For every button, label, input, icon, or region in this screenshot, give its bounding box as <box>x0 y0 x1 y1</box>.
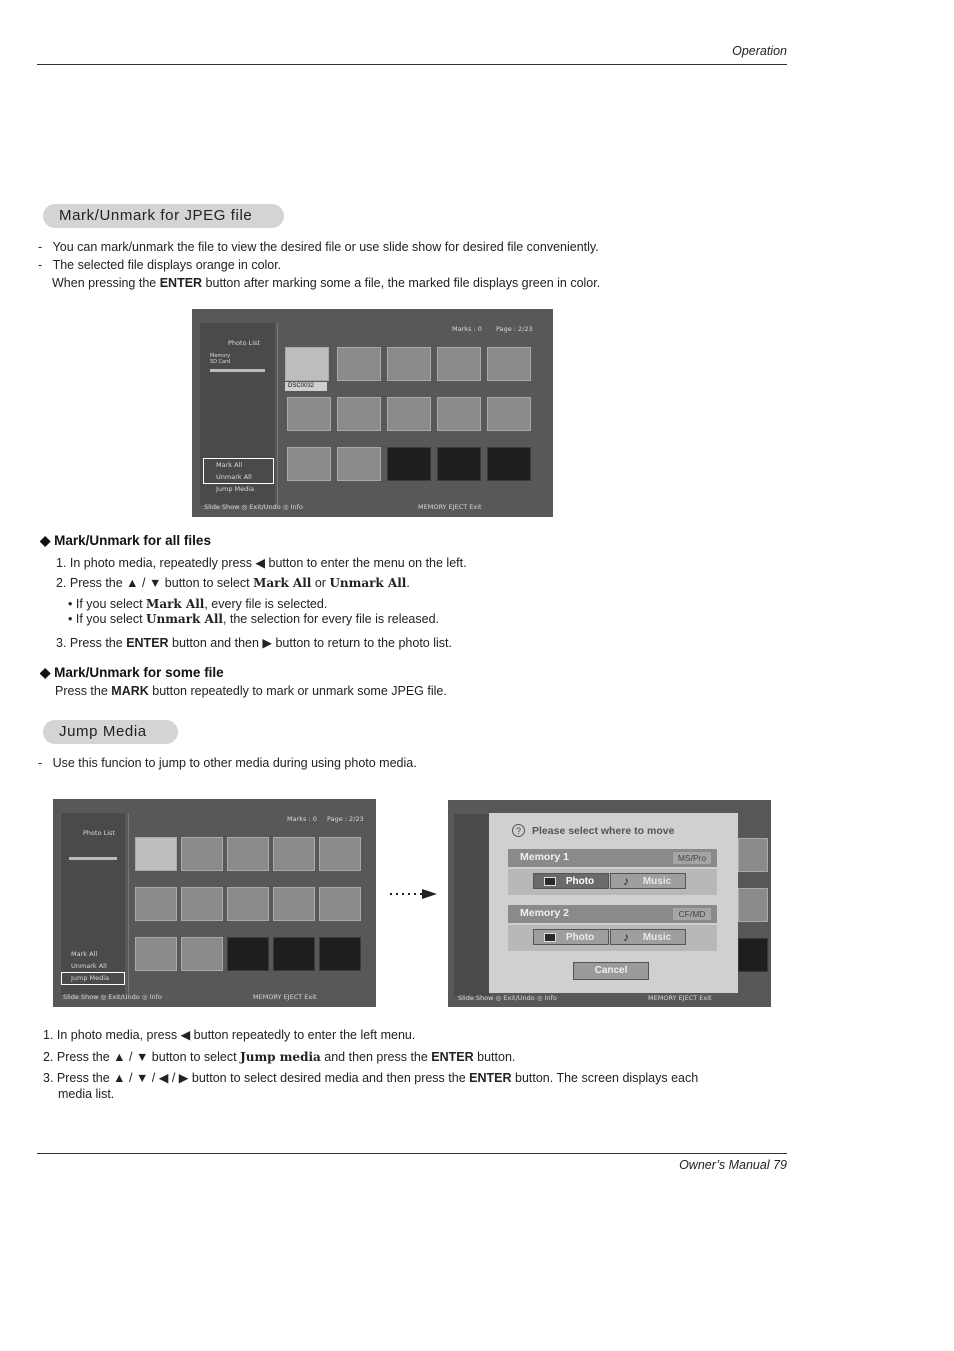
thumbnail-empty <box>487 447 531 481</box>
text-part: . <box>406 576 410 590</box>
enter-key-label: ENTER <box>126 636 169 650</box>
page-indicator: Page : 2/23 <box>496 325 533 333</box>
all-files-step-1: 1. In photo media, repeatedly press ◀ button to enter the menu on the left. <box>56 556 467 570</box>
jump-step-2 <box>43 1049 515 1065</box>
text-part: 2. Press the ▲ / ▼ button to select <box>43 1050 241 1064</box>
thumbnail[interactable] <box>135 887 177 921</box>
menu-mark-all[interactable]: Mark All <box>216 461 243 469</box>
subheading-some-file: ◆ Mark/Unmark for some file <box>40 665 224 680</box>
photo-list-title: Photo List <box>228 339 260 347</box>
memory-2-music-button[interactable] <box>610 929 686 945</box>
text-part: 3. Press the <box>56 636 127 650</box>
footer-page-label: Owner’s Manual 79 <box>679 1158 787 1172</box>
memory-1-tag: MS/Pro <box>673 852 711 864</box>
bottom-bar-right: MEMORY EJECT Exit <box>418 503 482 511</box>
thumbnail-empty <box>273 937 315 971</box>
enter-key-label: ENTER <box>159 276 203 290</box>
thumbnail <box>738 888 768 922</box>
thumbnail-empty <box>437 447 481 481</box>
thumbnail[interactable] <box>227 837 269 871</box>
text-part: , every file is selected. <box>204 597 328 611</box>
text-part: • If you select <box>68 612 147 626</box>
bullet-2: - The selected file displays orange in color. <box>38 258 282 272</box>
menu-selection-box <box>203 458 274 484</box>
thumbnail[interactable] <box>319 837 361 871</box>
text-part: button repeatedly to mark or unmark some JPEG file. <box>148 684 447 698</box>
thumbnail-empty <box>319 937 361 971</box>
jump-step-3-continuation: media list. <box>58 1087 115 1101</box>
subheading-text: Mark/Unmark for all files <box>54 533 211 548</box>
thumbnail[interactable] <box>181 937 223 971</box>
memory-2-row <box>508 905 717 923</box>
thumbnail[interactable] <box>487 347 531 381</box>
thumbnail-empty <box>387 447 431 481</box>
thumbnail-selected[interactable] <box>285 347 329 381</box>
jump-bullet: - Use this funcion to jump to other media during using photo media. <box>38 756 417 770</box>
bullet-2-text: The selected file displays orange in color. <box>52 258 282 272</box>
thumbnail[interactable] <box>337 347 381 381</box>
bottom-bar-right: MEMORY EJECT Exit <box>253 993 317 1001</box>
all-files-note-2 <box>68 611 439 627</box>
thumbnail-empty <box>738 938 768 972</box>
button-label: Photo <box>565 876 595 887</box>
unmark-all-key: Unmark All <box>146 612 223 626</box>
mark-all-key: Mark All <box>146 597 205 611</box>
thumbnail[interactable] <box>273 887 315 921</box>
bottom-bar-help: Slide Show ◎ Exit/Undo ◎ Info <box>458 994 557 1002</box>
thumbnail[interactable] <box>437 397 481 431</box>
menu-unmark-all[interactable]: Unmark All <box>216 473 252 481</box>
text-part: and then press the <box>320 1050 432 1064</box>
memory-2-name: Memory 2 <box>520 907 570 919</box>
some-file-text <box>55 683 447 699</box>
mark-key-label: MARK <box>111 684 149 698</box>
enter-key-label: ENTER <box>431 1050 474 1064</box>
menu-jump-media[interactable]: Jump Media <box>71 974 110 982</box>
bottom-bar-right: MEMORY EJECT Exit <box>648 994 712 1002</box>
jump-step-3 <box>43 1070 698 1086</box>
text-part: button. The screen displays each <box>511 1071 699 1085</box>
bullet-2-continuation <box>52 275 600 291</box>
marks-count: Marks : 0 <box>452 325 482 333</box>
text-part: 2. Press the ▲ / ▼ button to select <box>56 576 254 590</box>
jump-step-1: 1. In photo media, press ◀ button repeatedly to enter the left menu. <box>43 1028 416 1042</box>
thumbnail[interactable] <box>337 447 381 481</box>
all-files-step-3 <box>56 635 452 651</box>
mark-all-key: Mark All <box>253 576 312 590</box>
thumbnail-selected[interactable] <box>135 837 177 871</box>
capacity-bar <box>69 857 117 860</box>
thumbnail[interactable] <box>319 887 361 921</box>
section-title-jump-media: Jump Media <box>43 720 178 744</box>
thumbnail[interactable] <box>227 887 269 921</box>
cancel-button[interactable]: Cancel <box>573 962 649 980</box>
footer-rule <box>37 1153 787 1154</box>
memory-2-buttons <box>508 925 717 951</box>
thumbnail[interactable] <box>181 837 223 871</box>
jump-media-screenshot <box>53 799 376 1007</box>
page-indicator: Page : 2/23 <box>327 815 364 823</box>
divider <box>128 813 129 995</box>
thumbnail[interactable] <box>487 397 531 431</box>
subheading-all-files: ◆ Mark/Unmark for all files <box>40 533 211 548</box>
bottom-bar-help: Slide Show ◎ Exit/Undo ◎ Info <box>204 503 303 511</box>
memory-1-music-button[interactable] <box>610 873 686 889</box>
divider <box>277 323 278 505</box>
thumbnail[interactable] <box>387 347 431 381</box>
jump-bullet-text: Use this funcion to jump to other media during using photo media. <box>52 756 417 770</box>
menu-mark-all[interactable]: Mark All <box>71 950 98 958</box>
memory-1-buttons <box>508 869 717 895</box>
photo-list-screenshot <box>192 309 553 517</box>
left-menu-panel <box>454 814 490 996</box>
jump-media-key: Jump media <box>240 1050 321 1064</box>
bottom-bar-help: Slide Show ◎ Exit/Undo ◎ Info <box>63 993 162 1001</box>
thumbnail[interactable] <box>437 347 481 381</box>
menu-jump-media[interactable]: Jump Media <box>216 485 255 493</box>
menu-selection-box <box>61 972 125 985</box>
thumbnail <box>738 838 768 872</box>
text-part: button after marking some a file, the marked file displays green in color. <box>202 276 601 290</box>
section-title-mark-unmark: Mark/Unmark for JPEG file <box>43 204 284 228</box>
thumbnail[interactable] <box>387 397 431 431</box>
button-label: Music <box>642 932 672 943</box>
photo-list-title: Photo List <box>83 829 115 837</box>
header-rule <box>37 64 787 65</box>
memory-card-label: Memory SD Card <box>210 353 231 365</box>
text-part: Press the <box>55 684 112 698</box>
button-label: Music <box>642 876 672 887</box>
text-part: button. <box>473 1050 516 1064</box>
text-part: or <box>311 576 330 590</box>
thumbnail[interactable] <box>337 397 381 431</box>
thumbnail-empty <box>227 937 269 971</box>
memory-2-tag: CF/MD <box>673 908 711 920</box>
text-part: , the selection for every file is released. <box>222 612 440 626</box>
thumbnail[interactable] <box>181 887 223 921</box>
header-section-label: Operation <box>732 44 787 58</box>
text-part: • If you select <box>68 597 147 611</box>
text-part: button and then ▶ button to return to the photo list. <box>168 636 452 650</box>
thumbnail[interactable] <box>287 447 331 481</box>
thumbnail[interactable] <box>273 837 315 871</box>
all-files-note-1 <box>68 596 327 612</box>
dialog-prompt: Please select where to move <box>532 825 675 837</box>
thumbnail[interactable] <box>287 397 331 431</box>
memory-2-photo-button[interactable] <box>533 929 609 945</box>
dotted-arrow-icon <box>388 886 440 902</box>
music-note-icon: ♪ <box>623 874 629 888</box>
text-part: 3. Press the ▲ / ▼ / ◀ / ▶ button to select desired media and then press the <box>43 1071 470 1085</box>
memory-1-photo-button[interactable] <box>533 873 609 889</box>
music-note-icon: ♪ <box>623 930 629 944</box>
all-files-step-2 <box>56 575 410 591</box>
marks-count: Marks : 0 <box>287 815 317 823</box>
capacity-bar <box>210 369 265 372</box>
subheading-text: Mark/Unmark for some file <box>54 665 224 680</box>
jump-media-dialog-screenshot <box>448 800 771 1007</box>
unmark-all-key: Unmark All <box>329 576 407 590</box>
memory-1-name: Memory 1 <box>520 851 570 863</box>
memory-1-row <box>508 849 717 867</box>
enter-key-label: ENTER <box>469 1071 512 1085</box>
menu-unmark-all[interactable]: Unmark All <box>71 962 107 970</box>
bullet-1-text: You can mark/unmark the file to view the desired file or use slide show for desired file conveniently. <box>52 240 599 254</box>
thumbnail[interactable] <box>135 937 177 971</box>
button-label: Photo <box>565 932 595 943</box>
text-part: When pressing the <box>52 276 160 290</box>
jump-media-dialog <box>489 813 738 993</box>
selected-file-label: DSC0032 <box>285 382 327 391</box>
bullet-1: - You can mark/unmark the file to view the desired file or use slide show for desired file conveniently. <box>38 240 599 254</box>
question-icon: ? <box>512 824 525 837</box>
